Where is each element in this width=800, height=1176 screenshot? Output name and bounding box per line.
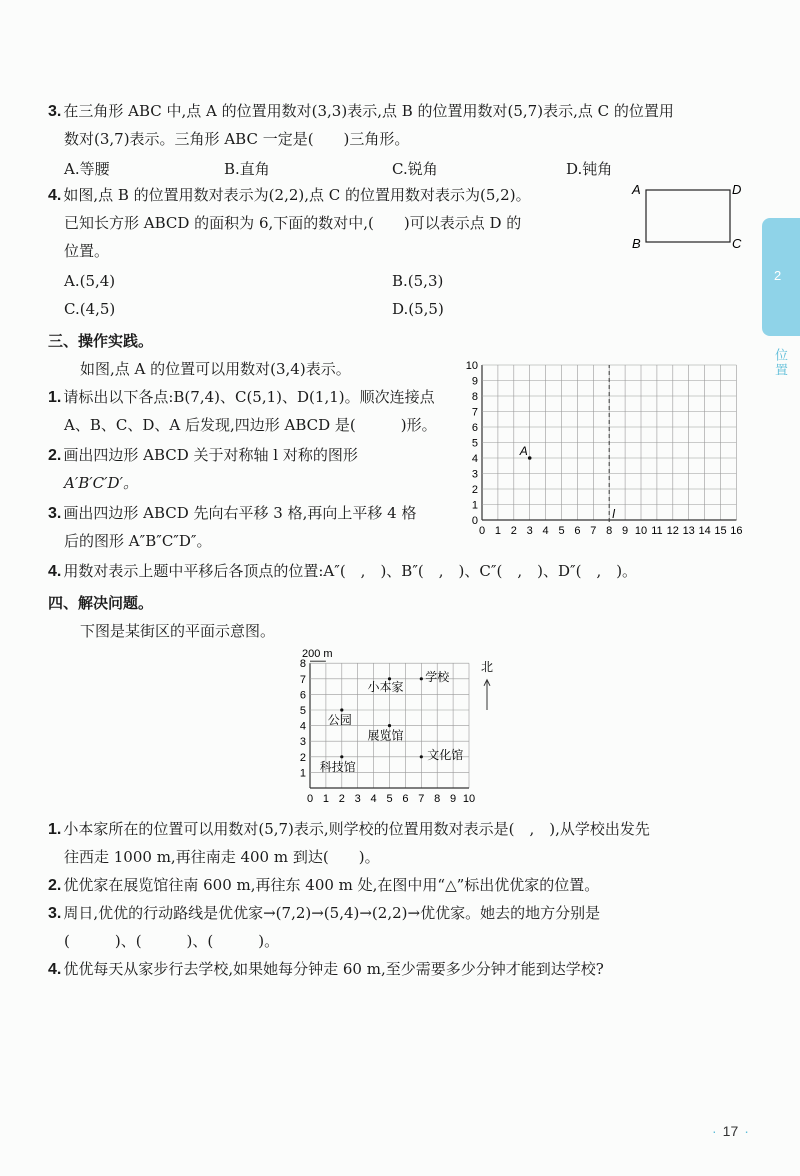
s4-item3-line2: ( )、( )、( )。 [64,932,280,950]
rect-label-d: D [732,182,742,197]
map-point [420,755,423,758]
s4-item4-line1: 4. 优优每天从家步行去学校,如果她每分钟走 60 m,至少需要多少分钟才能到达学校? [48,960,604,978]
section3-title: 三、操作实践。 [48,333,154,350]
s3-item1-line1: 1. 请标出以下各点:B(7,4)、C(5,1)、D(1,1)。顺次连接点 [48,388,435,406]
point-a-label: A [519,444,528,458]
x-tick-label: 0 [478,525,486,537]
q3-option-c: C.锐角 [392,160,438,178]
q4-option-c: C.(4,5) [64,300,116,318]
map-y-tick: 1 [299,767,306,780]
x-tick-label: 8 [606,525,613,537]
s4-item2-line1: 2. 优优家在展览馆往南 600 m,再往东 400 m 处,在图中用“△”标出优优家的位置。 [48,876,600,894]
x-tick-label: 6 [574,525,581,537]
map-place-label: 文化馆 [427,747,464,762]
q4-line3: 位置。 [64,242,110,260]
rect-label-a: A [632,182,641,197]
map-place-label: 小本家 [367,679,404,694]
q3-option-d: D.钝角 [566,160,613,178]
s3-item1-line2: A、B、C、D、A 后发现,四边形 ABCD 是( )形。 [64,416,437,434]
map-x-tick: 6 [402,793,409,805]
x-tick-label: 7 [590,525,597,537]
coordinate-grid [460,356,750,540]
y-tick-label: 5 [471,437,478,450]
map-place-label: 展览馆 [367,728,404,743]
x-tick-label: 1 [494,525,501,537]
x-tick-label: 13 [682,525,695,537]
x-tick-label: 11 [651,525,663,537]
s3-item2-line2: A′B′C′D′。 [64,474,138,492]
map-point [340,755,343,758]
s4-item3-line1: 3. 周日,优优的行动路线是优优家→(7,2)→(5,4)→(2,2)→优优家。她去的地方分别是 [48,904,601,922]
map-y-tick: 4 [299,720,306,733]
q3-option-b: B.直角 [224,160,270,178]
axis-l-label: l [612,507,615,521]
page-number: · 17 · [712,1123,749,1139]
map-scale-label: 200 m [302,648,333,661]
q4-line1: 4. 如图,点 B 的位置用数对表示为(2,2),点 C 的位置用数对表示为(5,2)。 [48,186,531,204]
y-tick-label: 7 [471,406,478,419]
x-tick-label: 12 [666,525,679,537]
x-tick-label: 14 [698,525,711,537]
y-tick-label: 6 [471,422,478,434]
map-x-tick: 7 [418,793,425,805]
y-tick-label: 3 [471,468,478,481]
map-y-tick: 8 [299,658,306,671]
map-y-tick: 5 [299,705,306,717]
map-x-tick: 5 [386,793,393,805]
rect-label-b: B [632,236,641,251]
s3-item3-line1: 3. 画出四边形 ABCD 先向右平移 3 格,再向上平移 4 格 [48,504,417,522]
y-tick-label: 0 [471,515,478,527]
s4-item1-line1: 1. 小本家所在的位置可以用数对(5,7)表示,则学校的位置用数对表示是( , ),从学校出发先 [48,820,650,838]
rect-label-c: C [732,236,742,251]
q3-number: 3. [48,103,62,120]
section3-intro: 如图,点 A 的位置可以用数对(3,4)表示。 [80,360,351,378]
map-point [420,677,423,680]
q4-number: 4. [48,187,62,204]
q3-option-a: A.等腰 [64,160,110,178]
y-tick-label: 9 [471,375,478,388]
map-place-label: 科技馆 [319,759,356,774]
rectangle-abcd [646,190,730,242]
x-tick-label: 9 [622,525,629,537]
q4-option-a: A.(5,4) [64,272,116,290]
q3-line2: 数对(3,7)表示。三角形 ABC 一定是( )三角形。 [64,130,410,148]
x-tick-label: 16 [730,525,743,537]
map-x-tick: 8 [434,793,441,805]
s3-item3-line2: 后的图形 A″B″C″D″。 [64,532,212,550]
map-x-tick: 9 [450,793,457,805]
map-x-tick: 2 [338,793,345,805]
y-tick-label: 1 [471,499,478,512]
s3-item2-line1: 2. 画出四边形 ABCD 关于对称轴 l 对称的图形 [48,446,358,464]
x-tick-label: 15 [714,525,727,537]
q4-option-b: B.(5,3) [392,272,444,290]
map-x-tick: 10 [462,793,476,805]
y-tick-label: 4 [471,453,478,465]
q4-option-d: D.(5,5) [392,300,444,318]
y-tick-label: 10 [465,360,478,372]
y-tick-label: 8 [471,391,478,403]
y-tick-label: 2 [471,484,478,496]
section4-title: 四、解决问题。 [48,595,154,612]
x-tick-label: 3 [526,525,533,537]
map-y-tick: 2 [299,751,306,764]
map-x-tick: 0 [306,793,314,805]
map-y-tick: 7 [299,673,306,686]
x-tick-label: 5 [558,525,565,537]
point-a [528,456,532,460]
map-point [388,724,391,727]
map-point [340,708,343,711]
map-x-tick: 3 [354,793,361,805]
x-tick-label: 10 [634,525,648,537]
map-y-tick: 6 [299,689,306,702]
section4-intro: 下图是某街区的平面示意图。 [80,622,276,640]
map-place-label: 学校 [425,669,450,684]
x-tick-label: 2 [510,525,517,537]
rectangle-figure [628,180,748,252]
map-place-label: 公园 [327,713,352,727]
north-label: 北 [481,660,494,675]
map-x-tick: 4 [370,793,377,805]
street-map [290,642,510,808]
q3-line1: 3. 在三角形 ABC 中,点 A 的位置用数对(3,3)表示,点 B 的位置用数对(5,7)表示,点 C 的位置用 [48,102,674,120]
x-tick-label: 4 [542,525,549,537]
s4-item1-line2: 往西走 1000 m,再往南走 400 m 到达( )。 [64,848,380,866]
chapter-tab-label: 位置 [772,348,787,378]
chapter-tab-number: 2 [774,268,782,283]
map-x-tick: 1 [322,793,329,805]
s3-item4-line1: 4. 用数对表示上题中平移后各顶点的位置:A″( , )、B″( , )、C″( , )、D″( , )。 [48,562,638,580]
map-y-tick: 3 [299,736,306,749]
q4-line2: 已知长方形 ABCD 的面积为 6,下面的数对中,( )可以表示点 D 的 [64,214,522,232]
